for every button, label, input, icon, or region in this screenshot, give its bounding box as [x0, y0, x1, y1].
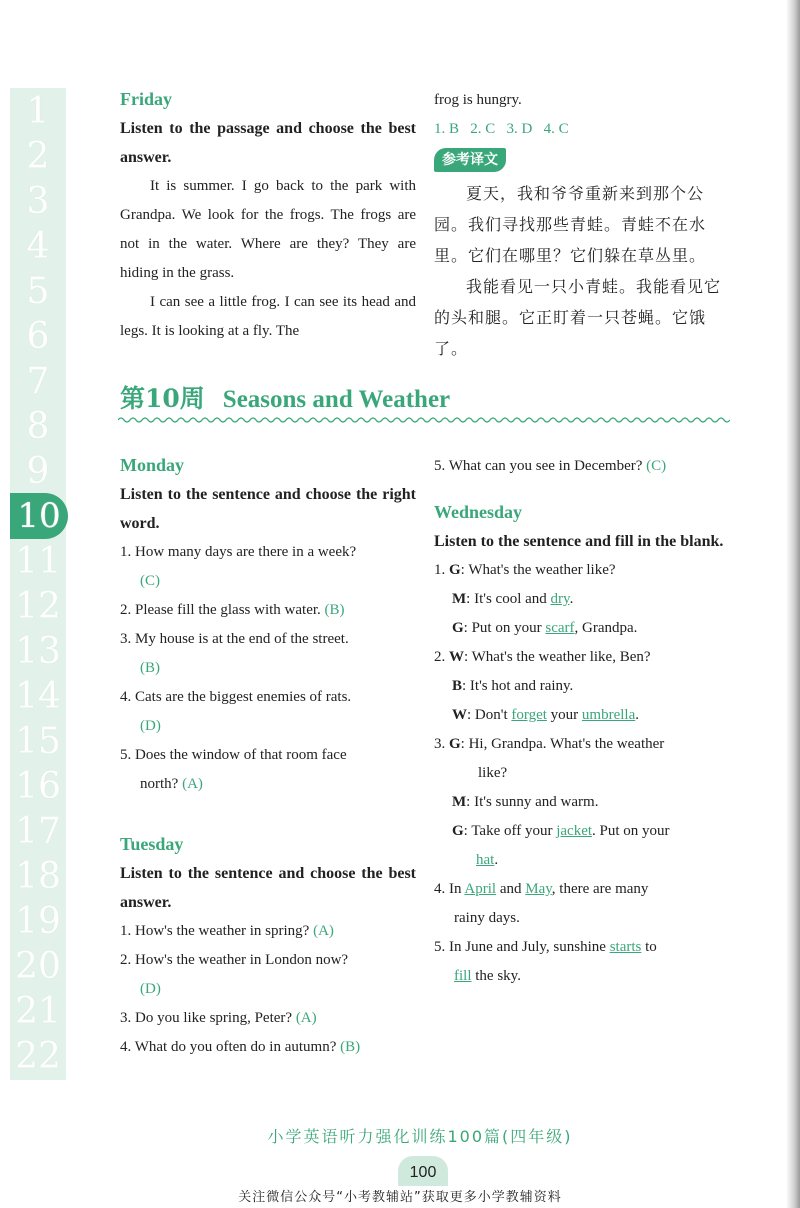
dialogue-3: 3. G: Hi, Grandpa. What's the weather like? M: It's sunny and warm. G: Take off your jacket. Put on your hat. — [434, 736, 670, 868]
friday-section — [120, 84, 416, 346]
list-item: 1. How's the weather in spring? (A) — [120, 923, 334, 939]
page-number: 100 — [398, 1156, 448, 1186]
friday-instruction: Listen to the passage and choose the best answer. — [120, 120, 416, 166]
dialogue-1: 1. G: What's the weather like? M: It's cool and dry. G: Put on your scarf, Grandpa. — [434, 562, 638, 636]
chapter-tab-9[interactable]: 9 — [26, 450, 50, 492]
chapter-tabs — [10, 88, 66, 1080]
blank-answer: May — [525, 881, 552, 897]
dialogue-2: 2. W: What's the weather like, Ben? B: It's hot and rainy. W: Don't forget your umbrella. — [434, 649, 651, 723]
list-item: 2. How's the weather in London now? (D) — [120, 946, 416, 1004]
list-item: 1. How many days are there in a week? (C) — [120, 538, 416, 596]
blank-answer: forget — [511, 707, 547, 723]
friday-paragraph-2: I can see a little frog. I can see its head and legs. It is looking at a fly. The — [120, 294, 416, 339]
friday-heading: Friday — [120, 89, 172, 109]
week-theme: Seasons and Weather — [222, 386, 451, 413]
sentence-5: 5. In June and July, sunshine starts to fill the sky. — [434, 939, 657, 984]
answer: (D) — [140, 718, 161, 734]
answer: (A) — [182, 776, 203, 792]
answer: (B) — [340, 1039, 361, 1055]
wednesday-heading: Wednesday — [434, 502, 523, 522]
monday-instruction: Listen to the sentence and choose the right word. — [120, 486, 416, 532]
answer: (A) — [313, 923, 334, 939]
chapter-tab-16[interactable]: 16 — [15, 765, 61, 807]
monday-heading: Monday — [120, 455, 185, 475]
monday-section — [120, 450, 416, 1062]
wednesday-instruction: Listen to the sentence and fill in the blank. — [434, 533, 724, 550]
chapter-tab-14[interactable]: 14 — [15, 675, 61, 717]
chapter-tab-12[interactable]: 12 — [15, 585, 61, 627]
page-edge — [786, 0, 800, 1208]
translation-paragraph-2: 我能看见一只小青蛙。我能看见它的头和腿。它正盯着一只苍蝇。它饿了。 — [434, 277, 722, 358]
wednesday-section — [434, 452, 730, 991]
answer: (B) — [324, 602, 345, 618]
answer: (C) — [140, 573, 160, 589]
friday-answers: 1. B 2. C 3. D 4. C — [434, 121, 569, 137]
chapter-tab-10[interactable]: 10 — [10, 493, 68, 539]
list-item: 5. Does the window of that room face north? (A) — [120, 747, 347, 792]
title-underline — [118, 416, 730, 424]
list-item: 4. Cats are the biggest enemies of rats. (D) — [120, 683, 416, 741]
week-title — [120, 382, 728, 417]
sentence-4: 4. In April and May, there are many rainy days. — [434, 881, 649, 926]
blank-answer: April — [464, 881, 497, 897]
answer: (A) — [295, 1010, 317, 1026]
chapter-tab-15[interactable]: 15 — [15, 720, 61, 762]
blank-answer: hat — [476, 852, 495, 868]
blank-answer: dry — [550, 591, 570, 607]
chapter-tab-11[interactable]: 11 — [15, 540, 61, 582]
chapter-tab-7[interactable]: 7 — [26, 360, 50, 402]
list-item: 4. What do you often do in autumn? (B) — [120, 1039, 361, 1055]
friday-continuation: frog is hungry. — [434, 92, 522, 108]
chapter-tab-20[interactable]: 20 — [15, 945, 61, 987]
list-item: 3. My house is at the end of the street. (B) — [120, 625, 416, 683]
translation-badge: 参考译文 — [434, 148, 506, 172]
friday-answers-section — [434, 86, 730, 364]
chapter-tab-19[interactable]: 19 — [15, 900, 61, 942]
chapter-tab-5[interactable]: 5 — [26, 270, 50, 312]
chapter-tab-22[interactable]: 22 — [15, 1035, 61, 1077]
answer: (B) — [140, 660, 160, 676]
chapter-tab-1[interactable]: 1 — [26, 90, 50, 132]
blank-answer: jacket — [556, 823, 593, 839]
tuesday-instruction: Listen to the sentence and choose the best answer. — [120, 865, 416, 911]
chapter-tab-17[interactable]: 17 — [15, 810, 61, 852]
chapter-tab-18[interactable]: 18 — [15, 855, 61, 897]
tuesday-heading: Tuesday — [120, 834, 184, 854]
blank-answer: umbrella — [581, 707, 636, 723]
chapter-tab-3[interactable]: 3 — [26, 180, 50, 222]
promo-notice: 关注微信公众号“小考教辅站”获取更多小学教辅资料 — [238, 1190, 562, 1205]
blank-answer: scarf — [545, 620, 575, 636]
chapter-tab-21[interactable]: 21 — [15, 990, 61, 1032]
week-number: 第10周 — [120, 384, 205, 413]
chapter-tab-6[interactable]: 6 — [26, 315, 50, 357]
book-title: 小学英语听力强化训练100篇(四年级) — [267, 1127, 573, 1146]
answer: (C) — [646, 458, 667, 474]
list-item: 5. What can you see in December? (C) — [434, 458, 667, 474]
translation-paragraph-1: 夏天，我和爷爷重新来到那个公园。我们寻找那些青蛙。青蛙不在水里。它们在哪里？它们躲在草丛里。 — [434, 184, 707, 265]
list-item: 3. Do you like spring, Peter? (A) — [120, 1010, 317, 1026]
blank-answer: starts — [609, 939, 642, 955]
chapter-tab-8[interactable]: 8 — [26, 405, 50, 447]
friday-paragraph-1: It is summer. I go back to the park with Grandpa. We look for the frogs. The frogs are not in the water. Where are they? They are hiding in the grass. — [120, 178, 416, 281]
list-item: 2. Please fill the glass with water. (B) — [120, 602, 345, 618]
chapter-tab-13[interactable]: 13 — [15, 630, 61, 672]
blank-answer: fill — [454, 968, 472, 984]
chapter-tab-2[interactable]: 2 — [26, 135, 50, 177]
answer: (D) — [140, 981, 161, 997]
chapter-tab-4[interactable]: 4 — [26, 225, 50, 267]
